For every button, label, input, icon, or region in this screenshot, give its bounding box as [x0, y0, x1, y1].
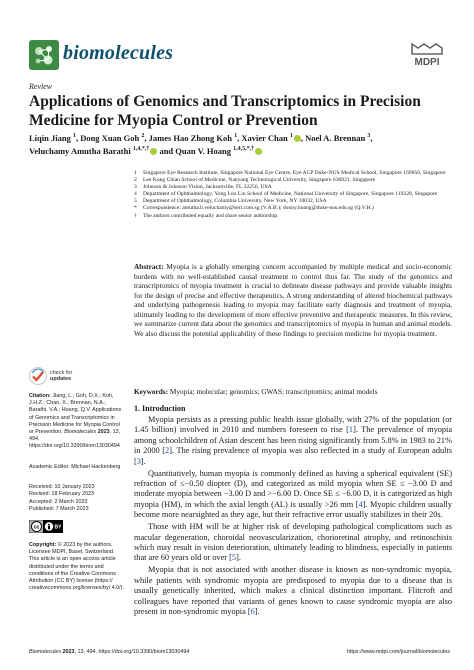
author-name: Dong Xuan Goh	[80, 132, 142, 143]
author-affiliation-sup: 1	[234, 133, 238, 139]
orcid-icon[interactable]	[294, 135, 301, 142]
author-affiliation-sup: 3	[367, 133, 371, 139]
svg-text:BY: BY	[54, 524, 62, 531]
affiliation-item	[134, 205, 452, 212]
abstract-text: Myopia is a globally emerging concern accompanied by multiple medical and socio-economic burdens with no well-established causal treatment to control thus far. The study of the genomics and transcriptomics of myopia treatment is crucial to delineate disease pathways and provide valuable insights for the design of precise and effective therapeutics. A strong understanding of altered biochemical pathways and underlying pathogenesis leading to myopia may facilitate early diagnosis and treatment of myopia, ultimately leading to the development of more effective preventive and therapeutic measures. In this review, we summarize current data about the genomics and transcriptomics of myopia in human and animal models. We also discuss the potential applicability of these findings to precision medicine for myopia treatment.	[134, 262, 452, 338]
paper-title: Applications of Genomics and Transcriptomics in Precision Medicine for Myopia Control or Prevention	[29, 93, 421, 129]
article-date: Accepted: 2 March 2023	[29, 498, 88, 505]
author-name: James Hao Zhong Koh	[148, 132, 235, 143]
reference-link[interactable]: 4	[358, 499, 363, 509]
affiliation-number: 5	[134, 198, 137, 205]
mdpi-logo	[406, 42, 448, 68]
author-separator: ,	[370, 132, 373, 143]
article-date: Published: 7 March 2023	[29, 506, 89, 513]
body-paragraph	[134, 415, 452, 467]
section-heading-introduction: 1. Introduction	[134, 404, 186, 413]
body-text-segment: Quantitatively, human myopia is commonly defined as having a spherical equivalent (SE) refraction of ≤−0.50 diopter (D), and categorized as mild myopia when SE ≤ −3.00 D and moderate myopia between −3.00 D and >−6.00 D. Once SE ≤ −6.00 D, it is categorized as high myopia (HM), in which the axial length (AL) is usually >26 mm [	[134, 468, 452, 509]
citation-label: Citation:	[29, 393, 51, 399]
author-affiliation-sup: 2	[141, 133, 145, 139]
affiliation-number: 3	[134, 184, 137, 191]
copyright-block	[29, 542, 125, 592]
author-affiliation-sup: 1	[289, 133, 293, 139]
affiliation-item	[134, 213, 452, 220]
author-name: Quan V. Hoang	[175, 146, 234, 157]
body-text-segment: ]. Myopic children usually become more nearsighted as they age, but their refractive error usually stabilizes in their 20s.	[134, 499, 452, 520]
body-text-segment: ]. The prevalence of myopia among schoolchildren of Asian descent has been rising significantly from 5.8% in 1983 to 21% in 2000 [	[134, 425, 453, 456]
author-affiliation-sup: 1	[72, 133, 76, 139]
author-affiliation-sup: 1,4,*,†	[132, 146, 150, 153]
affiliation-text: Department of Ophthalmology, Yong Loo Lin School of Medicine, National University of Singapore, Singapore 119228, Singapore	[143, 191, 438, 198]
reference-link[interactable]: 3	[136, 456, 141, 466]
author-separator: ,	[144, 132, 149, 143]
article-dates	[29, 484, 125, 514]
svg-text:cc: cc	[33, 524, 40, 531]
affiliation-item	[134, 177, 452, 184]
body-text-segment: Myopia persists as a pressing public health issue globally, with 27% of the population (or 1.45 billion) involved in 2010 and numbers foreseen to rise [	[134, 415, 452, 435]
affiliation-number: 2	[134, 177, 137, 184]
author-list	[29, 131, 449, 158]
affiliation-text: Department of Ophthalmology, Columbia University, New York, NY 10032, USA	[143, 198, 327, 205]
author-name: Veluchamy Amutha Barathi	[29, 146, 133, 157]
cc-by-license-icon[interactable]	[29, 520, 63, 533]
mdpi-logo-text: MDPI	[414, 57, 440, 68]
footer-journal: Biomolecules	[29, 649, 62, 655]
body-text-segment: ].	[254, 607, 260, 617]
citation-journal: Biomolecules	[64, 429, 97, 436]
body-text-segment: ]. The rising prevalence of myopia was also reflected in a study of European adults [	[134, 446, 452, 466]
footer-rest: , 13, 494. https://doi.org/10.3390/biom13030494	[74, 649, 190, 655]
journal-name: biomolecules	[63, 42, 174, 64]
affiliation-number: †	[134, 212, 137, 219]
author-affiliation-sup: 1,4,5,*,†	[233, 146, 255, 153]
citation-rest: , 13, 494. https://doi.org/10.3390/biom13030494	[29, 429, 121, 450]
reference-link[interactable]: 1	[348, 425, 354, 435]
citation-year: 2023	[97, 429, 110, 436]
author-name: Noel A. Brennan	[305, 132, 368, 143]
body-text-segment: Those with HM will be at higher risk of developing pathological complications such as macular degeneration, choroidal neovascularization, chorioretinal atrophy, and retinoschisis which may result in vision deterioration, ultimately leading to blindness, especially in patients that are 60 years old or over [	[134, 522, 452, 563]
author-name: Xavier Chan	[241, 132, 290, 143]
abstract-label: Abstract:	[134, 262, 164, 271]
affiliation-text: Correspondence: amutha.b.veluchamy@seri.com.sg (V.A.B.); donny.hoang@duke-nus.edu.sg (Q.V.H.)	[143, 205, 374, 212]
affiliation-text: The authors contributed equally and share senior authorship.	[143, 212, 279, 219]
affiliation-text: Singapore Eye Research Institute, Singapore National Eye Centre, Eye ACP Duke-NUS Medical School, Singapore 169856, Singapore	[143, 170, 446, 176]
academic-editor: Academic Editor: Michael Hackenberg	[29, 464, 121, 470]
author-name: Liqin Jiang	[29, 132, 73, 143]
footer-year: 2023	[62, 649, 75, 655]
check-updates-icon	[29, 367, 47, 385]
footer-journal-url[interactable]: https://www.mdpi.com/journal/biomolecules	[346, 649, 450, 655]
copyright-text: © 2023 by the authors. Licensee MDPI, Basel, Switzerland. This article is an open access article distributed under the terms and conditions of the Creative Commons Attribution (CC BY) license (https:// creativecommons.org/licenses/by/ 4.0/).	[29, 542, 124, 592]
body-paragraph	[134, 469, 452, 521]
footer-citation	[29, 649, 189, 655]
body-paragraph	[134, 522, 452, 564]
author-separator: ,	[300, 132, 306, 143]
introduction-body	[134, 415, 452, 619]
abstract	[134, 262, 452, 338]
reference-link[interactable]: 2	[165, 446, 170, 456]
keywords-label: Keywords:	[134, 387, 169, 396]
reference-link[interactable]: 5	[231, 553, 237, 563]
author-separator: and	[157, 146, 176, 157]
reference-link[interactable]: 6	[250, 607, 255, 617]
check-for-updates-button[interactable]	[29, 367, 72, 385]
body-text-segment: Myopia that is not associated with another disease is known as non-syndromic myopia, while patients with syndromic myopia are predisposed to myopia due to a disease that is usually genetically inherited, which makes a clinical distinction important. Flitcroft and colleagues have reported that variants of genes known to cause syndromic myopia are also present in non-syndromic myopia [	[134, 565, 452, 617]
check-updates-line1: check for	[50, 369, 73, 376]
body-text-segment: ].	[236, 553, 241, 563]
author-separator: ,	[237, 132, 242, 143]
keywords-text: Myopia; molecular; genomics; GWAS; transcriptomics; animal models	[169, 387, 378, 396]
author-separator: ,	[75, 132, 81, 143]
body-paragraph	[134, 565, 452, 617]
keywords	[134, 387, 452, 397]
citation-block	[29, 393, 125, 451]
check-updates-line2: updates	[50, 376, 72, 382]
copyright-label: Copyright:	[29, 542, 57, 548]
affiliation-text: Lee Kong Chian School of Medicine, Nanyang Technological University, Singapore 636921, Singapore	[143, 177, 376, 184]
orcid-icon[interactable]	[255, 148, 262, 155]
affiliation-number: 4	[134, 191, 137, 198]
body-text-segment: ].	[140, 456, 146, 466]
article-date: Received: 10 January 2023	[29, 484, 95, 490]
article-date: Revised: 18 February 2023	[29, 491, 95, 498]
citation-text: Jiang, L.; Goh, D.X.; Koh, J.H.Z.; Chan, X.; Brennan, N.A.; Barathi, V.A.; Hoang, Q.V. Applications of Genomics and Transcriptomics in Precision Medicine for Myopia Control or Prevention.	[29, 393, 122, 436]
affiliation-text: Johnson & Johnson Vision, Jacksonville, FL 32256, USA	[143, 184, 272, 191]
affiliation-number: *	[134, 205, 137, 212]
article-type: Review	[29, 82, 53, 91]
biomolecules-logo-icon	[29, 40, 59, 70]
affiliation-list	[134, 170, 452, 220]
affiliation-number: 1	[134, 170, 137, 176]
